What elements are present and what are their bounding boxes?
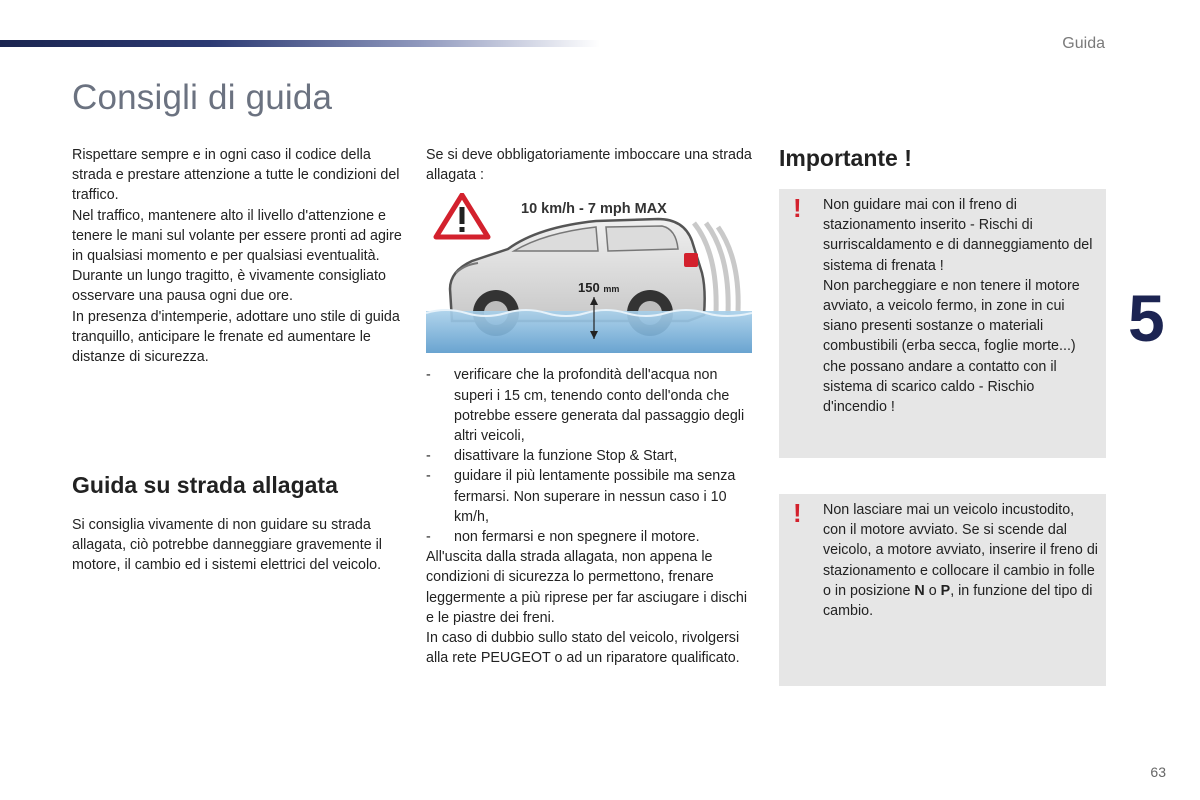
- speed-limit-label: 10 km/h - 7 mph MAX: [521, 201, 667, 218]
- water-level: [426, 311, 752, 353]
- chapter-number: 5: [1128, 281, 1165, 355]
- intro-paragraph: Rispettare sempre e in ogni caso il codice della strada e prestare attenzione a tutte le condizioni del traffico. Nel traffico, mantenere alto il livello d'attenzione e tenere le mani sul volante per essere pronti ad agire in qualsiasi momento e per qualsiasi eventualità. Durante un lungo tragitto, è vivamente consigliato osservare una pausa ogni due ore. In presenza d'intemperie, adottare uno stile di guida tranquillo, anticipare le frenate ed aumentare le distanze di sicurezza.: [72, 147, 402, 366]
- flood-illustration: [426, 193, 752, 353]
- list-item: - verificare che la profondità dell'acqua non superi i 15 cm, tenendo conto dell'onda che potrebbe essere generata dal passaggio degli altri veicoli,: [426, 367, 745, 445]
- flood-instructions-column: [426, 145, 756, 668]
- warning-text: Non guidare mai con il freno di stazionamento inserito - Rischi di surriscaldamento e di danneggiamento del sistema di frenata ! Non parcheggiare e non tenere il motore avviato, a veicolo fermo, in zone in cui siano presenti sostanze o materiali combustibili (erba secca, foglie morte...) che possano andare a contatto con il sistema di scarico caldo - Rischio d'incendio !: [823, 197, 1093, 416]
- exclamation-icon: !: [793, 498, 802, 528]
- list-item: - disattivare la funzione Stop & Start,: [426, 448, 678, 465]
- flood-outro-paragraph: All'uscita dalla strada allagata, non appena le condizioni di sicurezza lo permettono, frenare leggermente a più riprese per far asciugare i dischi e le piastre dei freni. In caso di dubbio sullo stato del veicolo, rivolgersi alla rete PEUGEOT o ad un riparatore qualificato.: [426, 549, 748, 667]
- list-item: - guidare il più lentamente possibile ma senza fermarsi. Non superare in nessun caso i 10 km/h,: [426, 468, 736, 525]
- page-title: Consigli di guida: [72, 78, 333, 117]
- flood-bullet-list: [426, 365, 756, 547]
- gear-n-label: N: [914, 582, 925, 599]
- important-heading: Importante !: [779, 145, 912, 171]
- section-label: Guida: [1062, 35, 1105, 52]
- warning-box-unattended-vehicle: [779, 494, 1106, 686]
- header-gradient-bar: [0, 40, 600, 47]
- list-item: - non fermarsi e non spegnere il motore.: [426, 529, 700, 546]
- flood-paragraph: Si consiglia vivamente di non guidare su strada allagata, ciò potrebbe danneggiare gravemente il motore, il cambio ed i sistemi elettrici del veicolo.: [72, 517, 382, 574]
- warning-box-parking-brake: [779, 189, 1106, 458]
- depth-value-label: 150 mm: [578, 280, 620, 296]
- flood-instructions-intro: Se si deve obbligatoriamente imboccare una strada allagata :: [426, 147, 752, 184]
- flood-heading: Guida su strada allagata: [72, 472, 338, 498]
- important-column: [779, 140, 1106, 172]
- warning-text: Non lasciare mai un veicolo incustodito, con il motore avviato. Se si scende dal veicolo, a motore avviato, inserire il freno di stazionamento e collocare il cambio in folle o in posizione N o P, in funzione del tipo di cambio.: [823, 502, 1098, 620]
- car-in-water-illustration: [426, 193, 752, 353]
- flood-intro-block: [72, 515, 402, 576]
- intro-column: [72, 145, 402, 367]
- exclamation-icon: !: [793, 193, 802, 223]
- gear-p-label: P: [940, 582, 951, 599]
- page-number: 63: [1150, 764, 1166, 780]
- warning-triangle-icon: [436, 195, 488, 237]
